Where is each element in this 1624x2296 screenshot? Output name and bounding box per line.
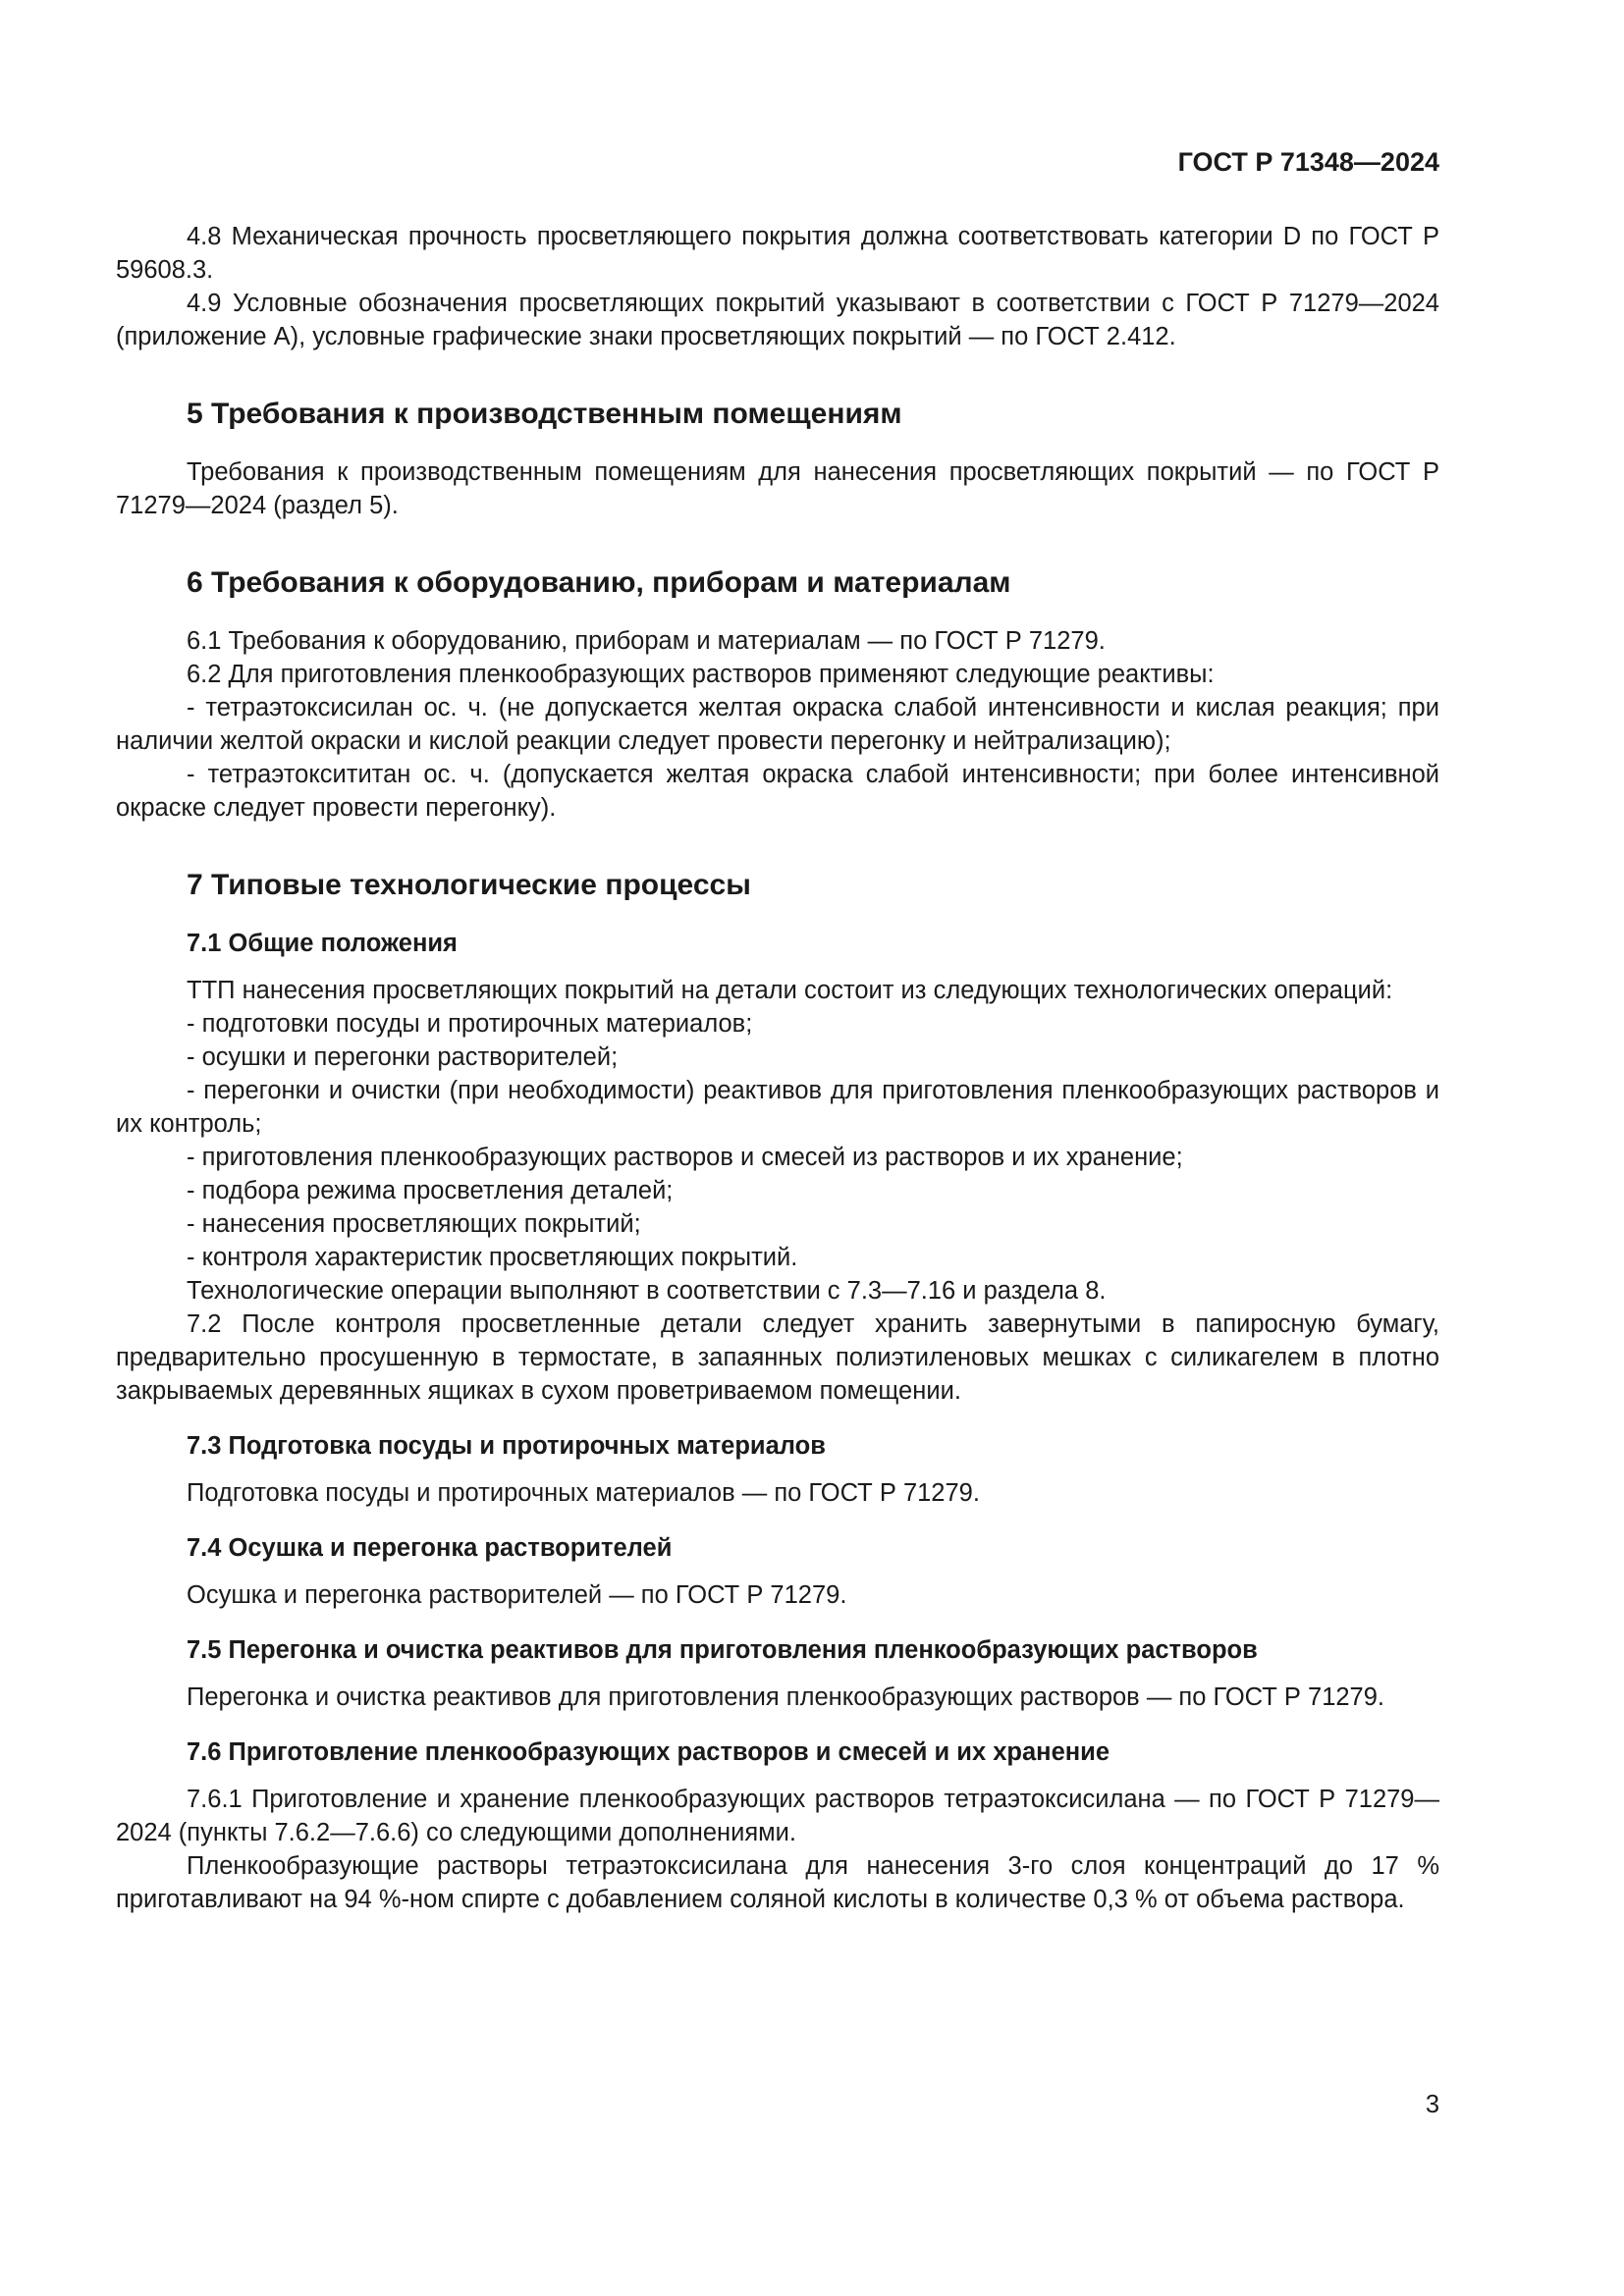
paragraph-4-8: 4.8 Механическая прочность просветляющего покрытия должна соответствовать категории D по ГОСТ Р 59608.3. <box>116 223 1439 284</box>
paragraph-4-9: 4.9 Условные обозначения просветляющих покрытий указывают в соответствии с ГОСТ Р 71279—2024 (приложение А), условные графические знаки просветляющих покрытий — по ГОСТ 2.412. <box>116 290 1439 350</box>
subsection-7-6-heading: 7.6 Приготовление пленкообразующих растворов и смесей и их хранение <box>187 1738 1110 1766</box>
section-5-heading: 5 Требования к производственным помещениям <box>187 398 902 430</box>
paragraph-7-2: 7.2 После контроля просветленные детали следует хранить завернутыми в папиросную бумагу, предварительно просушенную в термостате, в запаянных полиэтиленовых мешках с силикагелем в плотно закрываемых деревянных ящиках в сухом проветриваемом помещении. <box>116 1310 1439 1405</box>
section-6-heading: 6 Требования к оборудованию, приборам и материалам <box>187 566 1011 599</box>
paragraph-7-6-1: 7.6.1 Приготовление и хранение пленкообразующих растворов тетраэтоксисилана — по ГОСТ Р 71279—2024 (пункты 7.6.2—7.6.6) со следующими дополнениями. <box>116 1786 1439 1846</box>
list-item: - подготовки посуды и протирочных материалов; <box>187 1010 753 1038</box>
page-number: 3 <box>1425 2091 1439 2118</box>
reagent-item: - тетраэтоксититан ос. ч. (допускается желтая окраска слабой интенсивности; при более интенсивной окраске следует провести перегонку). <box>116 761 1439 822</box>
document-code: ГОСТ Р 71348—2024 <box>1177 147 1439 177</box>
paragraph-7-1-intro: ТТП нанесения просветляющих покрытий на детали состоит из следующих технологических операций: <box>187 977 1393 1004</box>
reagent-item: - тетраэтоксисилан ос. ч. (не допускается желтая окраска слабой интенсивности и кислая реакция; при наличии желтой окраски и кислой реакции следует провести перегонку и нейтрализацию); <box>116 694 1439 755</box>
document-body <box>116 220 1439 1916</box>
list-item: - нанесения просветляющих покрытий; <box>187 1210 641 1238</box>
paragraph-6-1: 6.1 Требования к оборудованию, приборам и материалам — по ГОСТ Р 71279. <box>187 627 1106 655</box>
subsection-7-4-text: Осушка и перегонка растворителей — по ГОСТ Р 71279. <box>187 1581 847 1609</box>
subsection-7-5-heading: 7.5 Перегонка и очистка реактивов для приготовления пленкообразующих растворов <box>187 1636 1258 1664</box>
subsection-7-5-text: Перегонка и очистка реактивов для приготовления пленкообразующих растворов — по ГОСТ Р 71279. <box>187 1683 1385 1711</box>
subsection-7-3-text: Подготовка посуды и протирочных материалов — по ГОСТ Р 71279. <box>187 1479 980 1507</box>
section-5-text: Требования к производственным помещениям для нанесения просветляющих покрытий — по ГОСТ Р 71279—2024 (раздел 5). <box>116 458 1439 519</box>
section-7-heading: 7 Типовые технологические процессы <box>187 869 751 901</box>
subsection-7-1-heading: 7.1 Общие положения <box>187 930 458 957</box>
paragraph-6-2: 6.2 Для приготовления пленкообразующих растворов применяют следующие реактивы: <box>187 661 1215 688</box>
list-item: - подбора режима просветления деталей; <box>187 1177 674 1204</box>
list-item: - осушки и перегонки растворителей; <box>187 1043 619 1071</box>
paragraph-7-6-1-addendum: Пленкообразующие растворы тетраэтоксисилана для нанесения 3-го слоя концентраций до 17 % приготавливают на 94 %-ном спирте с добавлением соляной кислоты в количестве 0,3 % от объема раствора. <box>116 1852 1439 1913</box>
list-item: - перегонки и очистки (при необходимости) реактивов для приготовления пленкообразующих растворов и их контроль; <box>116 1077 1439 1138</box>
list-item: - приготовления пленкообразующих растворов и смесей из растворов и их хранение; <box>187 1144 1183 1171</box>
subsection-7-4-heading: 7.4 Осушка и перегонка растворителей <box>187 1534 673 1562</box>
paragraph-7-1-closing: Технологические операции выполняют в соответствии с 7.3—7.16 и раздела 8. <box>187 1277 1107 1305</box>
list-item: - контроля характеристик просветляющих покрытий. <box>187 1244 798 1271</box>
subsection-7-3-heading: 7.3 Подготовка посуды и протирочных материалов <box>187 1432 826 1460</box>
